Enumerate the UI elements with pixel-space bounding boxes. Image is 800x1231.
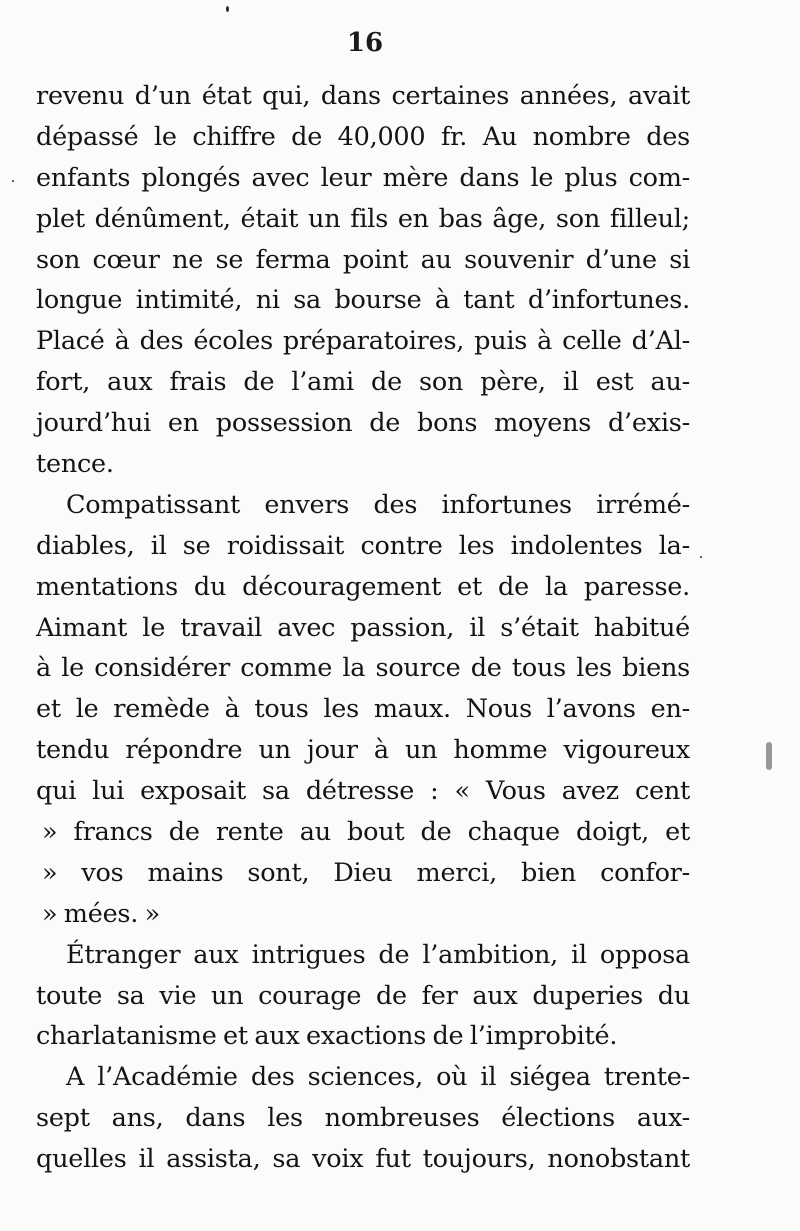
quote-line: » mées. » <box>42 898 160 929</box>
text-line: quelles il assista, sa voix fut toujours, nonobstant <box>36 1144 690 1175</box>
print-speck <box>700 556 702 558</box>
text-line: et le remède à tous les maux. Nous l’avons en- <box>36 694 690 725</box>
print-speck <box>12 180 14 182</box>
body-text <box>36 76 690 1180</box>
paragraph-start-line: Compatissant envers des infortunes irrémé- <box>66 489 690 520</box>
text-line: fort, aux frais de l’ami de son père, il est au- <box>36 367 690 398</box>
text-line: jourd’hui en possession de bons moyens d’exis- <box>36 408 690 439</box>
text-line: Placé à des écoles préparatoires, puis à celle d’Al- <box>36 326 690 357</box>
margin-mark <box>766 742 772 770</box>
text-line: mentations du découragement et de la paresse. <box>36 571 690 602</box>
text-line: toute sa vie un courage de fer aux duperies du <box>36 980 690 1011</box>
text-line: qui lui exposait sa détresse : « Vous avez cent <box>36 776 690 807</box>
text-line: longue intimité, ni sa bourse à tant d’infortunes. <box>36 285 690 316</box>
text-line: sept ans, dans les nombreuses élections aux- <box>36 1103 690 1134</box>
text-line: enfants plongés avec leur mère dans le plus com- <box>36 162 690 193</box>
text-line: diables, il se roidissait contre les indolentes la- <box>36 530 690 561</box>
quote-line: » vos mains sont, Dieu merci, bien confor- <box>42 857 690 888</box>
text-line: Aimant le travail avec passion, il s’était habitué <box>36 612 690 643</box>
text-line: dépassé le chiffre de 40,000 fr. Au nombre des <box>36 121 690 152</box>
text-line: tence. <box>36 449 114 480</box>
text-line: plet dénûment, était un fils en bas âge, son filleul; <box>36 203 690 234</box>
text-line: à le considérer comme la source de tous les biens <box>36 653 690 684</box>
text-line: revenu d’un état qui, dans certaines années, avait <box>36 81 690 111</box>
text-line: charlatanisme et aux exactions de l’improbité. <box>36 1021 618 1052</box>
quote-line: » francs de rente au bout de chaque doigt, et <box>42 817 690 848</box>
text-line: son cœur ne se ferma point au souvenir d’une si <box>36 244 690 275</box>
paragraph-start-line: A l’Académie des sciences, où il siégea trente- <box>66 1062 690 1093</box>
page-number: 16 <box>346 28 384 58</box>
paragraph-start-line: Étranger aux intrigues de l’ambition, il opposa <box>66 939 690 970</box>
print-speck <box>226 6 229 12</box>
text-line: tendu répondre un jour à un homme vigoureux <box>36 735 690 766</box>
